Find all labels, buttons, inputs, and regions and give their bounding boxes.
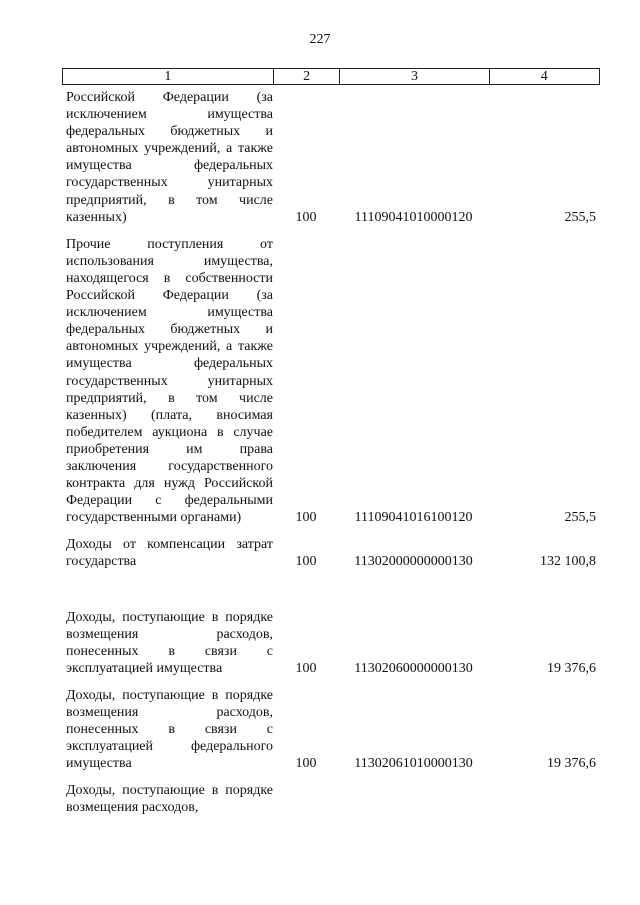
row-kbk: 11302000000000130	[354, 554, 473, 570]
row-code: 100	[295, 510, 317, 526]
row-name: Российской Федерации (за исключением имущества федеральных бюджетных и автономных учреждений, а также имущества федеральных государственных унитарных предприятий, в том числе казенных)	[66, 90, 273, 225]
page-number: 227	[309, 32, 331, 47]
row-name: Прочие поступления от использования имущества, находящегося в собственности Российской Федерации (за исключением имущества федеральных бюджетных и автономных учреждений, а также имущества федеральных государственных унитарных предприятий, в том числе казенных) (плата, вносимая победителем аукциона в случае приобретения им права заключения государственного контракта для нужд Российской Федерации с федеральными государственными органами)	[66, 236, 273, 526]
row-code: 100	[295, 554, 317, 570]
row-name: Доходы, поступающие в порядке возмещения расходов, понесенных в связи с эксплуатацией имущества	[66, 609, 273, 676]
row-amount: 255,5	[564, 209, 596, 225]
table-body	[62, 89, 600, 827]
row-amount: 19 376,6	[547, 660, 596, 676]
row-kbk: 11109041010000120	[354, 209, 473, 225]
table-row	[62, 236, 600, 527]
header-col-3: 3	[340, 69, 489, 84]
table-row	[62, 536, 600, 570]
row-code: 100	[295, 660, 317, 676]
row-name: Доходы, поступающие в порядке возмещения расходов, понесенных в связи с эксплуатацией федерального имущества	[66, 687, 273, 772]
row-amount: 255,5	[564, 510, 596, 526]
header-col-2: 2	[274, 69, 341, 84]
row-kbk: 11109041016100120	[354, 510, 473, 526]
table-row	[62, 687, 600, 772]
table-header	[62, 68, 600, 85]
row-kbk: 11302061010000130	[354, 756, 473, 772]
row-amount: 19 376,6	[547, 756, 596, 772]
row-name: Доходы от компенсации затрат государства	[66, 537, 273, 570]
row-code: 100	[295, 209, 317, 225]
row-name: Доходы, поступающие в порядке возмещения расходов,	[66, 783, 273, 816]
table-row	[62, 89, 600, 226]
header-col-4: 4	[540, 69, 548, 84]
table-row	[62, 782, 600, 816]
row-amount: 132 100,8	[540, 554, 596, 570]
table-row	[62, 609, 600, 677]
row-code: 100	[295, 756, 317, 772]
header-col-1: 1	[63, 69, 274, 84]
row-kbk: 11302060000000130	[354, 660, 473, 676]
